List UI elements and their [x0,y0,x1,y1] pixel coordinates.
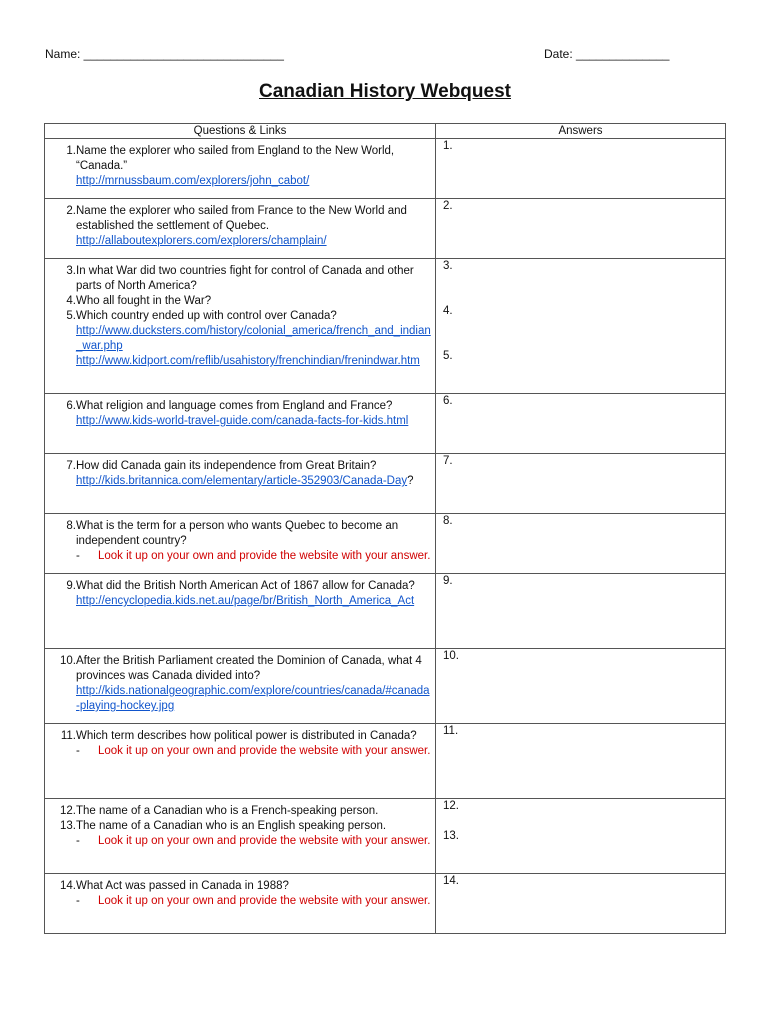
answer-block [436,514,725,572]
question-block [45,574,435,617]
answers-column-header: Answers [436,124,726,139]
question-number: 14. [60,880,76,892]
question-item [45,804,431,819]
question-number: 12. [60,805,76,817]
question-number: 7. [66,460,76,472]
link-line [45,174,431,189]
question-block [45,799,435,857]
name-field[interactable]: Name: ______________________________ [45,47,284,61]
question-cell [45,514,436,574]
answer-number: 1. [443,140,453,152]
link-line [45,594,431,609]
answer-cell[interactable] [436,394,726,454]
question-item [45,264,431,294]
question-cell [45,199,436,259]
answer-block [436,574,725,647]
question-cell [45,649,436,724]
question-cell [45,139,436,199]
question-block [45,454,435,497]
resource-link[interactable]: http://encyclopedia.kids.net.au/page/br/British_North_America_Act [76,595,415,607]
table-row [45,649,726,724]
answer-number: 8. [443,515,453,527]
bullet-dash: - [76,745,80,757]
answer-cell[interactable] [436,199,726,259]
question-block [45,649,435,722]
answer-block [436,649,725,722]
question-number: 5. [66,310,76,322]
question-number: 2. [66,205,76,217]
instruction-item [45,744,431,759]
question-number: 13. [60,820,76,832]
question-text: What religion and language comes from England and France? [76,400,393,412]
question-number: 6. [66,400,76,412]
answer-block [436,724,725,797]
answer-number: 2. [443,200,453,212]
question-cell [45,574,436,649]
question-text: How did Canada gain its independence from Great Britain? [76,460,377,472]
question-text: Name the explorer who sailed from France to the New World and established the settlement of Quebec. [76,205,407,232]
resource-link[interactable]: http://mrnussbaum.com/explorers/john_cabot/ [76,175,310,187]
date-field[interactable]: Date: ______________ [544,47,670,61]
question-number: 9. [66,580,76,592]
table-row [45,574,726,649]
instruction-item [45,894,431,909]
question-text: The name of a Canadian who is an English speaking person. [76,820,387,832]
answer-cell[interactable] [436,649,726,724]
answer-cell[interactable] [436,514,726,574]
resource-link[interactable]: http://www.kidport.com/reflib/usahistory/frenchindian/frenindwar.htm [76,355,420,367]
answer-number: 11. [443,725,459,737]
table-row [45,394,726,454]
question-item [45,294,431,309]
webquest-table [44,123,726,934]
question-item [45,519,431,549]
bullet-dash: - [76,895,80,907]
answer-number: 12. [443,800,459,812]
answer-block [436,799,725,872]
question-block [45,724,435,767]
question-cell [45,724,436,799]
link-line [45,414,431,429]
instruction-text: Look it up on your own and provide the website with your answer. [98,835,431,847]
question-cell [45,454,436,514]
question-number: 3. [66,265,76,277]
question-item [45,459,431,474]
question-block [45,394,435,437]
question-item [45,819,431,834]
question-block [45,874,435,917]
table-row [45,874,726,934]
table-row [45,454,726,514]
question-item [45,204,431,234]
instruction-item [45,549,431,564]
answer-number: 5. [443,350,453,362]
question-number: 4. [66,295,76,307]
answer-block [436,139,725,197]
question-item [45,729,431,744]
answer-cell[interactable] [436,574,726,649]
table-row [45,199,726,259]
question-cell [45,874,436,934]
question-text: After the British Parliament created the Dominion of Canada, what 4 provinces was Canada divided into? [76,655,422,682]
question-text: What is the term for a person who wants Quebec to become an independent country? [76,520,399,547]
question-item [45,879,431,894]
question-block [45,259,435,377]
question-block [45,139,435,197]
question-number: 11. [60,730,76,742]
question-item [45,399,431,414]
answer-cell[interactable] [436,139,726,199]
answer-block [436,874,725,932]
question-text: Which country ended up with control over Canada? [76,310,337,322]
resource-link[interactable]: http://kids.nationalgeographic.com/explore/countries/canada/#canada-playing-hockey.jpg [76,685,430,712]
link-line [45,354,431,369]
question-cell [45,259,436,394]
table-row [45,139,726,199]
bullet-dash: - [76,550,80,562]
answer-number: 7. [443,455,453,467]
instruction-text: Look it up on your own and provide the website with your answer. [98,745,431,757]
table-row [45,799,726,874]
instruction-item [45,834,431,849]
instruction-text: Look it up on your own and provide the website with your answer. [98,550,431,562]
question-text: Who all fought in the War? [76,295,212,307]
question-text: What did the British North American Act of 1867 allow for Canada? [76,580,415,592]
table-header-row [45,124,726,139]
answer-number: 4. [443,305,453,317]
table-row [45,514,726,574]
link-line [45,684,431,714]
question-number: 1. [66,145,76,157]
resource-link[interactable]: http://kids.britannica.com/elementary/article-352903/Canada-Day [76,475,408,487]
question-cell [45,799,436,874]
answer-cell[interactable] [436,799,726,874]
table-row [45,724,726,799]
answer-cell[interactable] [436,259,726,394]
question-item [45,309,431,324]
answer-number: 10. [443,650,459,662]
answer-number: 3. [443,260,453,272]
resource-link[interactable]: http://allaboutexplorers.com/explorers/champlain/ [76,235,327,247]
question-number: 10. [60,655,76,667]
page-title: Canadian History Webquest [259,81,511,102]
answer-block [436,259,725,392]
answer-block [436,454,725,512]
link-suffix: ? [407,475,414,487]
answer-number: 9. [443,575,453,587]
question-text: The name of a Canadian who is a French-speaking person. [76,805,379,817]
questions-column-header: Questions & Links [45,124,436,139]
table-row [45,259,726,394]
question-text: Which term describes how political power is distributed in Canada? [76,730,417,742]
question-item [45,579,431,594]
resource-link[interactable]: http://www.kids-world-travel-guide.com/canada-facts-for-kids.html [76,415,409,427]
link-line [45,234,431,249]
resource-link[interactable]: http://www.ducksters.com/history/colonial_america/french_and_indian_war.php [76,325,431,352]
question-text: In what War did two countries fight for control of Canada and other parts of North America? [76,265,414,292]
bullet-dash: - [76,835,80,847]
question-item [45,654,431,684]
question-number: 8. [66,520,76,532]
question-text: Name the explorer who sailed from England to the New World, “Canada.” [76,145,395,172]
instruction-text: Look it up on your own and provide the website with your answer. [98,895,431,907]
question-cell [45,394,436,454]
link-line [45,324,431,354]
answer-cell[interactable] [436,724,726,799]
answer-block [436,394,725,452]
question-text: What Act was passed in Canada in 1988? [76,880,289,892]
answer-number: 6. [443,395,453,407]
answer-number: 13. [443,830,459,842]
answer-block [436,199,725,257]
question-item [45,144,431,174]
question-block [45,199,435,257]
question-block [45,514,435,572]
answer-cell[interactable] [436,874,726,934]
answer-number: 14. [443,875,459,887]
link-line [45,474,431,489]
answer-cell[interactable] [436,454,726,514]
